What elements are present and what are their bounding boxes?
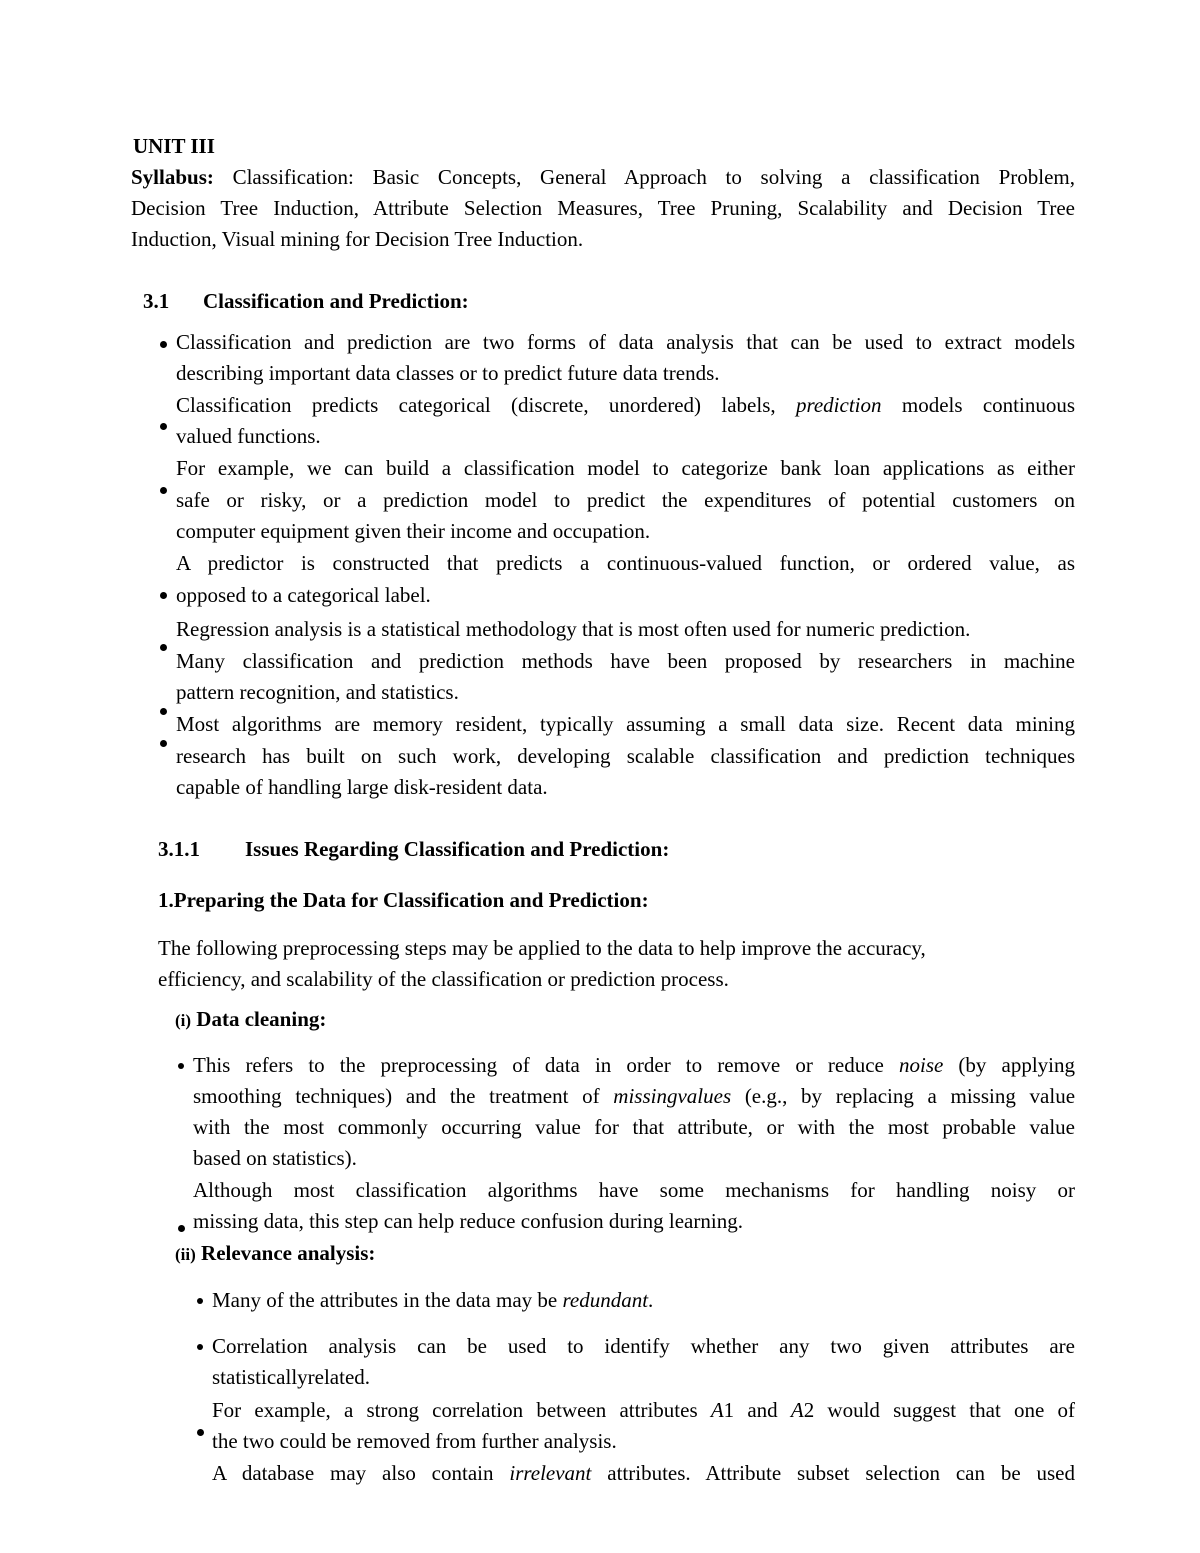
rel-line-4: For example, a strong correlation between attributes A1 and A2 would suggest that one of bbox=[212, 1398, 1076, 1422]
syllabus-label: Syllabus: bbox=[131, 165, 214, 189]
bullet-icon bbox=[160, 740, 167, 747]
bullet-icon bbox=[178, 1225, 185, 1232]
syllabus-line-1: Syllabus: Classification: Basic Concepts, General Approach to solving a classification Problem, bbox=[131, 165, 1075, 189]
section-3-1-1-number: 3.1.1 bbox=[158, 837, 200, 861]
s31-line-13: Most algorithms are memory resident, typically assuming a small data size. Recent data mining bbox=[176, 712, 1075, 736]
data-cleaning-heading: (i) Data cleaning: bbox=[175, 1007, 327, 1031]
dc-line-3: with the most commonly occurring value for that attribute, or with the most probable value bbox=[193, 1115, 1075, 1139]
s31-line-5: For example, we can build a classification model to categorize bank loan applications as either bbox=[176, 456, 1075, 480]
subsection-1-heading: 1.Preparing the Data for Classification and Prediction: bbox=[158, 888, 649, 912]
section-3-1-number: 3.1 bbox=[143, 289, 170, 313]
s31-line-10: Regression analysis is a statistical methodology that is most often used for numeric prediction. bbox=[176, 617, 971, 641]
rel-line-6: A database may also contain irrelevant attributes. Attribute subset selection can be used bbox=[212, 1461, 1076, 1485]
bullet-icon bbox=[160, 592, 167, 599]
s31-line-1: Classification and prediction are two forms of data analysis that can be used to extract models bbox=[176, 330, 1075, 354]
s31-line-11: Many classification and prediction methods have been proposed by researchers in machine bbox=[176, 649, 1075, 673]
bullet-icon bbox=[178, 1063, 184, 1069]
dc-line-2: smoothing techniques) and the treatment of missingvalues (e.g., by replacing a missing value bbox=[193, 1084, 1076, 1108]
relevance-heading: (ii) Relevance analysis: bbox=[175, 1241, 376, 1265]
bullet-icon bbox=[160, 644, 167, 651]
rel-line-1: Many of the attributes in the data may be redundant. bbox=[212, 1288, 654, 1312]
rel-line-3: statisticallyrelated. bbox=[212, 1365, 371, 1389]
s31-line-8: A predictor is constructed that predicts a continuous-valued function, or ordered value, as bbox=[176, 551, 1075, 575]
bullet-icon bbox=[197, 1344, 203, 1350]
dc-line-5: Although most classification algorithms have some mechanisms for handling noisy or bbox=[193, 1178, 1075, 1202]
rel-line-5: the two could be removed from further analysis. bbox=[212, 1429, 617, 1453]
bullet-icon bbox=[160, 708, 167, 715]
dc-line-6: missing data, this step can help reduce confusion during learning. bbox=[193, 1209, 743, 1233]
sub1-intro-line-1: The following preprocessing steps may be applied to the data to help improve the accuracy, bbox=[158, 936, 926, 960]
bullet-icon bbox=[160, 423, 167, 430]
s31-line-7: computer equipment given their income and occupation. bbox=[176, 519, 651, 543]
dc-line-1: This refers to the preprocessing of data in order to remove or reduce noise (by applying bbox=[193, 1053, 1076, 1077]
sub1-intro-line-2: efficiency, and scalability of the classification or prediction process. bbox=[158, 967, 729, 991]
s31-line-4: valued functions. bbox=[176, 424, 321, 448]
s31-line-15: capable of handling large disk-resident data. bbox=[176, 775, 548, 799]
section-3-1-1-title: Issues Regarding Classification and Prediction: bbox=[245, 837, 670, 861]
bullet-icon bbox=[160, 341, 167, 348]
s31-line-14: research has built on such work, developing scalable classification and prediction techniques bbox=[176, 744, 1075, 768]
s31-line-12: pattern recognition, and statistics. bbox=[176, 680, 459, 704]
bullet-icon bbox=[197, 1298, 203, 1304]
syllabus-line-2: Decision Tree Induction, Attribute Selection Measures, Tree Pruning, Scalability and Decision Tree bbox=[131, 196, 1075, 220]
unit-title: UNIT III bbox=[133, 134, 215, 158]
section-3-1-title: Classification and Prediction: bbox=[203, 289, 469, 313]
rel-line-2: Correlation analysis can be used to identify whether any two given attributes are bbox=[212, 1334, 1075, 1358]
syllabus-line-3: Induction, Visual mining for Decision Tree Induction. bbox=[131, 227, 584, 251]
bullet-icon bbox=[197, 1429, 204, 1436]
dc-line-4: based on statistics). bbox=[193, 1146, 357, 1170]
s31-line-9: opposed to a categorical label. bbox=[176, 583, 431, 607]
s31-line-3: Classification predicts categorical (discrete, unordered) labels, prediction models continuous bbox=[176, 393, 1076, 417]
s31-line-2: describing important data classes or to predict future data trends. bbox=[176, 361, 720, 385]
s31-line-6: safe or risky, or a prediction model to predict the expenditures of potential customers on bbox=[176, 488, 1075, 512]
bullet-icon bbox=[160, 487, 167, 494]
